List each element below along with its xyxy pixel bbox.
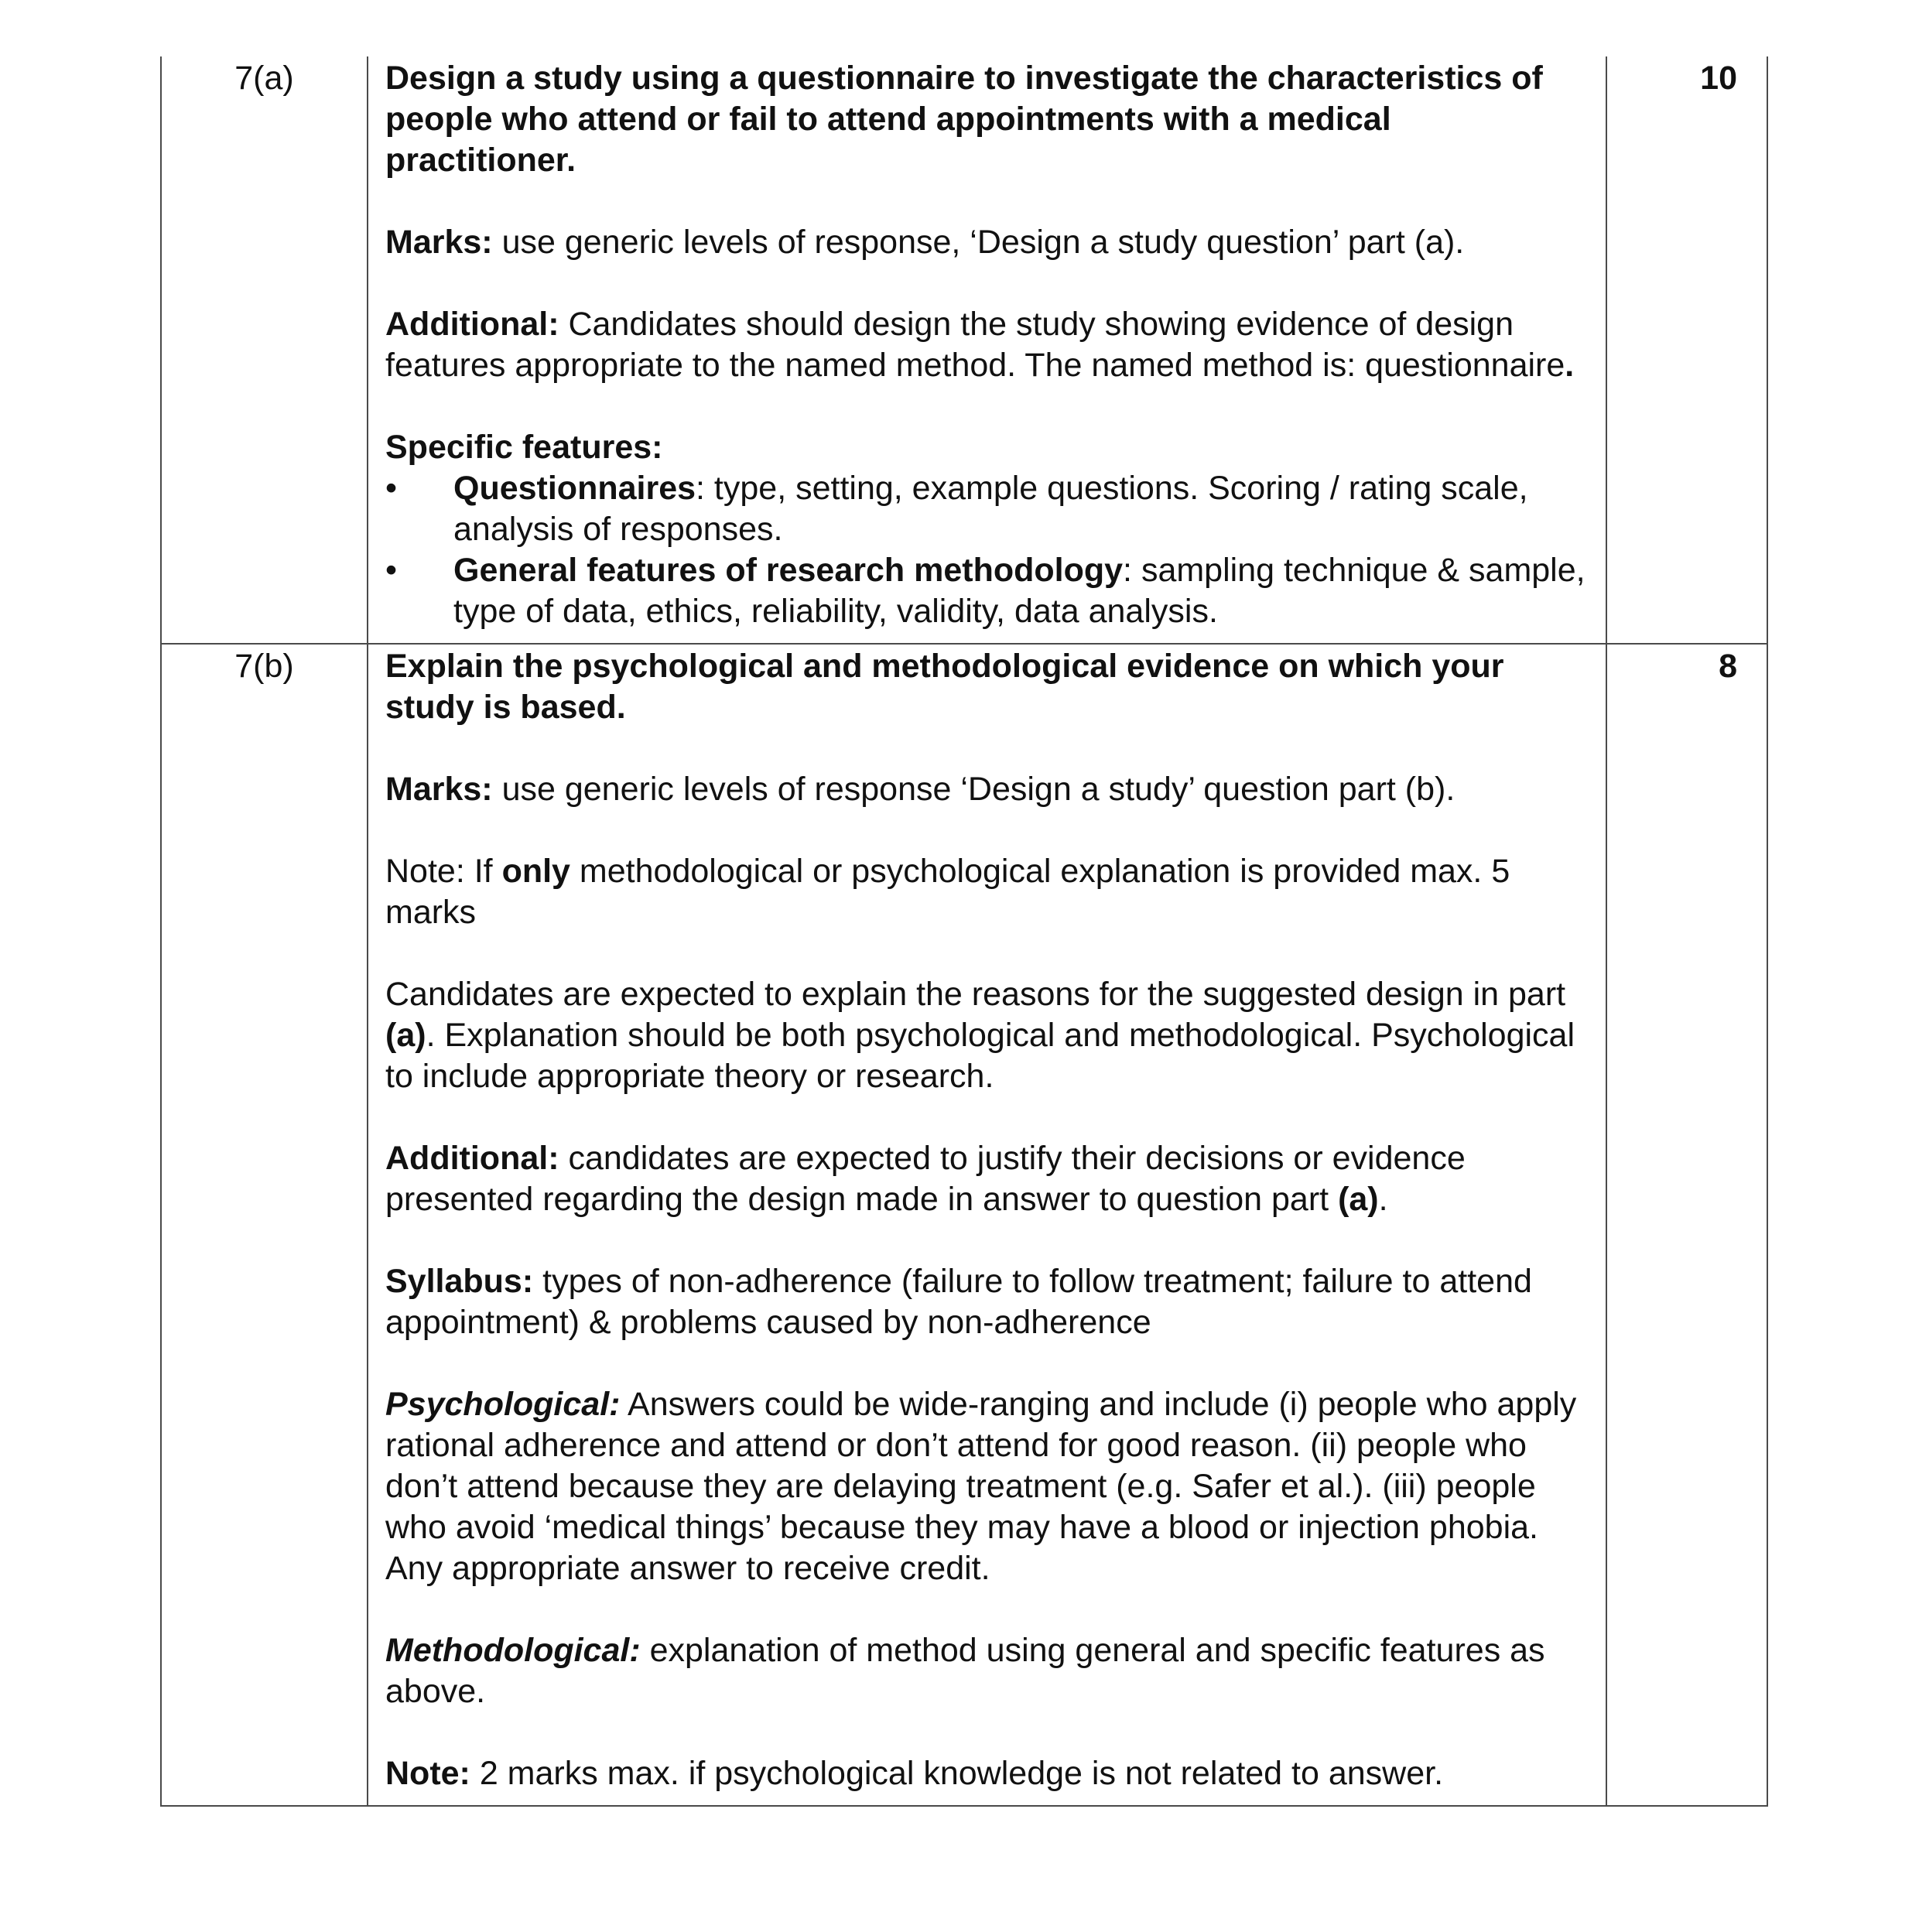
table-row-7a [161, 56, 1767, 644]
methodological-guidance [385, 1630, 1590, 1712]
marks-guidance [385, 222, 1590, 263]
marks-text: use generic levels of response ‘Design a study’ question part (b). [492, 771, 1455, 808]
additional-bold: (a) [1338, 1181, 1379, 1218]
additional-guidance [385, 304, 1590, 386]
note-pre: Note: If [385, 853, 502, 890]
note-only [385, 851, 1590, 933]
note-bold: only [501, 853, 570, 890]
list-item [385, 550, 1590, 632]
cand-post: . Explanation should be both psychological and methodological. Psychological to include appropriate theory or research. [385, 1017, 1575, 1095]
additional-label: Additional: [385, 1140, 559, 1177]
psychological-text: Answers could be wide-ranging and include (i) people who apply rational adherence and attend or don’t attend for good reason. (ii) people who don’t attend because they are delaying treatment (e.g. Safer et al.). (iii) people who avoid ‘medical things’ because they may have a blood or injection phobia. Any appropriate answer to receive credit. [385, 1386, 1577, 1587]
list-item [385, 468, 1590, 550]
final-note [385, 1753, 1590, 1794]
additional-text: candidates are expected to justify their decisions or evidence presented regarding the design made in answer to question part [385, 1140, 1466, 1218]
note-text: 2 marks max. if psychological knowledge is not related to answer. [470, 1755, 1444, 1792]
marks-guidance [385, 769, 1590, 810]
additional-end: . [1565, 347, 1575, 384]
answer-cell [368, 56, 1606, 644]
additional-label: Additional: [385, 306, 559, 343]
mark-scheme-table [160, 56, 1768, 1807]
syllabus-text: types of non-adherence (failure to follow treatment; failure to attend appointment) & problems caused by non-adherence [385, 1263, 1532, 1341]
specific-features-heading: Specific features: [385, 429, 663, 466]
syllabus-label: Syllabus: [385, 1263, 534, 1300]
additional-text: Candidates should design the study showing evidence of design features appropriate to the named method. The named method is: questionnaire [385, 306, 1565, 384]
question-number: 7(b) [161, 644, 368, 1806]
marks-label: Marks: [385, 771, 493, 808]
marks-value: 8 [1606, 644, 1767, 1806]
methodological-text: explanation of method using general and specific features as above. [385, 1632, 1545, 1710]
question-number: 7(a) [161, 56, 368, 644]
feature-text: : type, setting, example questions. Scoring / rating scale, analysis of responses. [453, 470, 1528, 548]
psychological-label: Psychological: [385, 1386, 621, 1423]
specific-features-list [385, 468, 1590, 632]
question-prompt: Design a study using a questionnaire to investigate the characteristics of people who attend or fail to attend appointments with a medical practitioner. [385, 60, 1543, 179]
marks-text: use generic levels of response, ‘Design a study question’ part (a). [492, 224, 1465, 261]
syllabus-guidance [385, 1261, 1590, 1343]
answer-cell [368, 644, 1606, 1806]
feature-text: : sampling technique & sample, type of data, ethics, reliability, validity, data analysis. [453, 552, 1585, 630]
psychological-guidance [385, 1384, 1590, 1589]
marks-value: 10 [1606, 56, 1767, 644]
cand-pre: Candidates are expected to explain the reasons for the suggested design in part [385, 976, 1566, 1013]
additional-guidance [385, 1138, 1590, 1220]
bullet-icon: • [385, 552, 398, 589]
methodological-label: Methodological: [385, 1632, 641, 1669]
additional-end: . [1378, 1181, 1388, 1218]
note-post: methodological or psychological explanation is provided max. 5 marks [385, 853, 1510, 931]
feature-term: General features of research methodology [453, 552, 1124, 589]
candidates-guidance [385, 974, 1590, 1097]
note-label: Note: [385, 1755, 470, 1792]
cand-bold: (a) [385, 1017, 426, 1054]
question-prompt: Explain the psychological and methodological evidence on which your study is based. [385, 648, 1504, 726]
table-row-7b [161, 644, 1767, 1806]
bullet-icon: • [385, 470, 398, 507]
feature-term: Questionnaires [453, 470, 696, 507]
marks-label: Marks: [385, 224, 493, 261]
